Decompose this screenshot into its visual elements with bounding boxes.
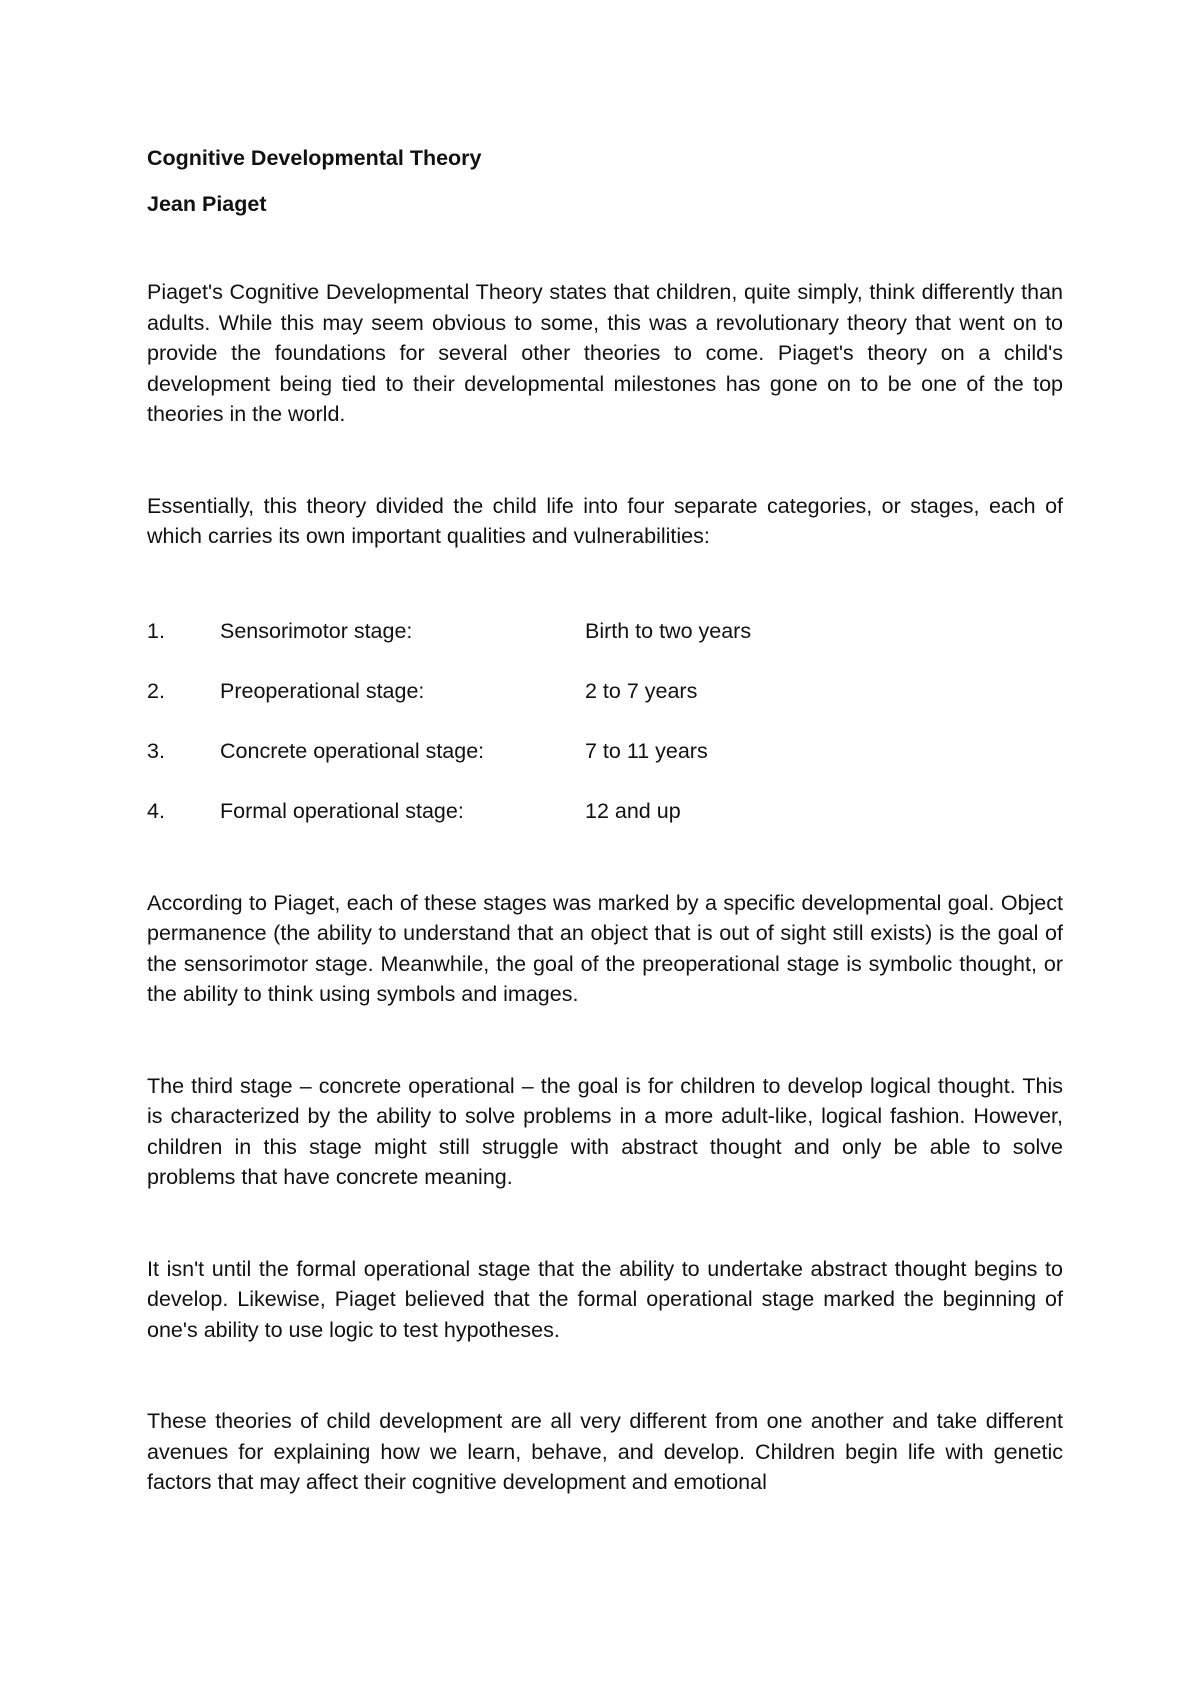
stage-name: Sensorimotor stage: (220, 618, 413, 643)
stage-age-range: Birth to two years (585, 618, 752, 643)
list-item (147, 736, 1063, 766)
document-title: Cognitive Developmental Theory (147, 146, 482, 170)
stage-number: 2. (147, 678, 165, 703)
list-item (147, 676, 1063, 706)
stage-number: 4. (147, 798, 165, 823)
stage-number: 1. (147, 618, 165, 643)
list-item (147, 616, 1063, 646)
stage-name: Concrete operational stage: (220, 738, 485, 763)
stage-number: 3. (147, 738, 165, 763)
paragraph-stages-intro: Essentially, this theory divided the child life into four separate categories, or stages, each of which carries its own important qualities and vulnerabilities: (147, 493, 1063, 548)
stage-name: Formal operational stage: (220, 798, 464, 823)
stages-list (147, 616, 1063, 826)
list-item (147, 796, 1063, 826)
paragraph-concrete-operational: The third stage – concrete operational – the goal is for children to develop logical thought. This is characterized by the ability to solve problems in a more adult-like, logical fashion. However, children in this stage might still struggle with abstract thought and only be able to solve problems that have concrete meaning. (147, 1073, 1063, 1189)
stage-age-range: 2 to 7 years (585, 678, 698, 703)
stage-name: Preoperational stage: (220, 678, 425, 703)
stage-age-range: 7 to 11 years (585, 738, 708, 763)
paragraph-formal-operational: It isn't until the formal operational stage that the ability to undertake abstract thought begins to develop. Likewise, Piaget believed that the formal operational stage marked the beginning of one's ability to use logic to test hypotheses. (147, 1256, 1063, 1342)
document-body (147, 143, 1063, 1498)
stage-age-range: 12 and up (585, 798, 681, 823)
paragraph-intro: Piaget's Cognitive Developmental Theory states that children, quite simply, think differently than adults. While this may seem obvious to some, this was a revolutionary theory that went on to provide the foundations for several other theories to come. Piaget's theory on a child's development being tied to their developmental milestones has gone on to be one of the top theories in the world. (147, 280, 1063, 426)
paragraph-stage-goals: According to Piaget, each of these stages was marked by a specific developmental goal. Object permanence (the ability to understand that an object that is out of sight still exists) is the goal of the sensorimotor stage. Meanwhile, the goal of the preoperational stage is symbolic thought, or the ability to think using symbols and images. (147, 890, 1063, 1006)
document-author: Jean Piaget (147, 192, 267, 216)
paragraph-theories-comparison: These theories of child development are all very different from one another and take different avenues for explaining how we learn, behave, and develop. Children begin life with genetic factors that may affect their cognitive development and emotional (147, 1409, 1063, 1494)
